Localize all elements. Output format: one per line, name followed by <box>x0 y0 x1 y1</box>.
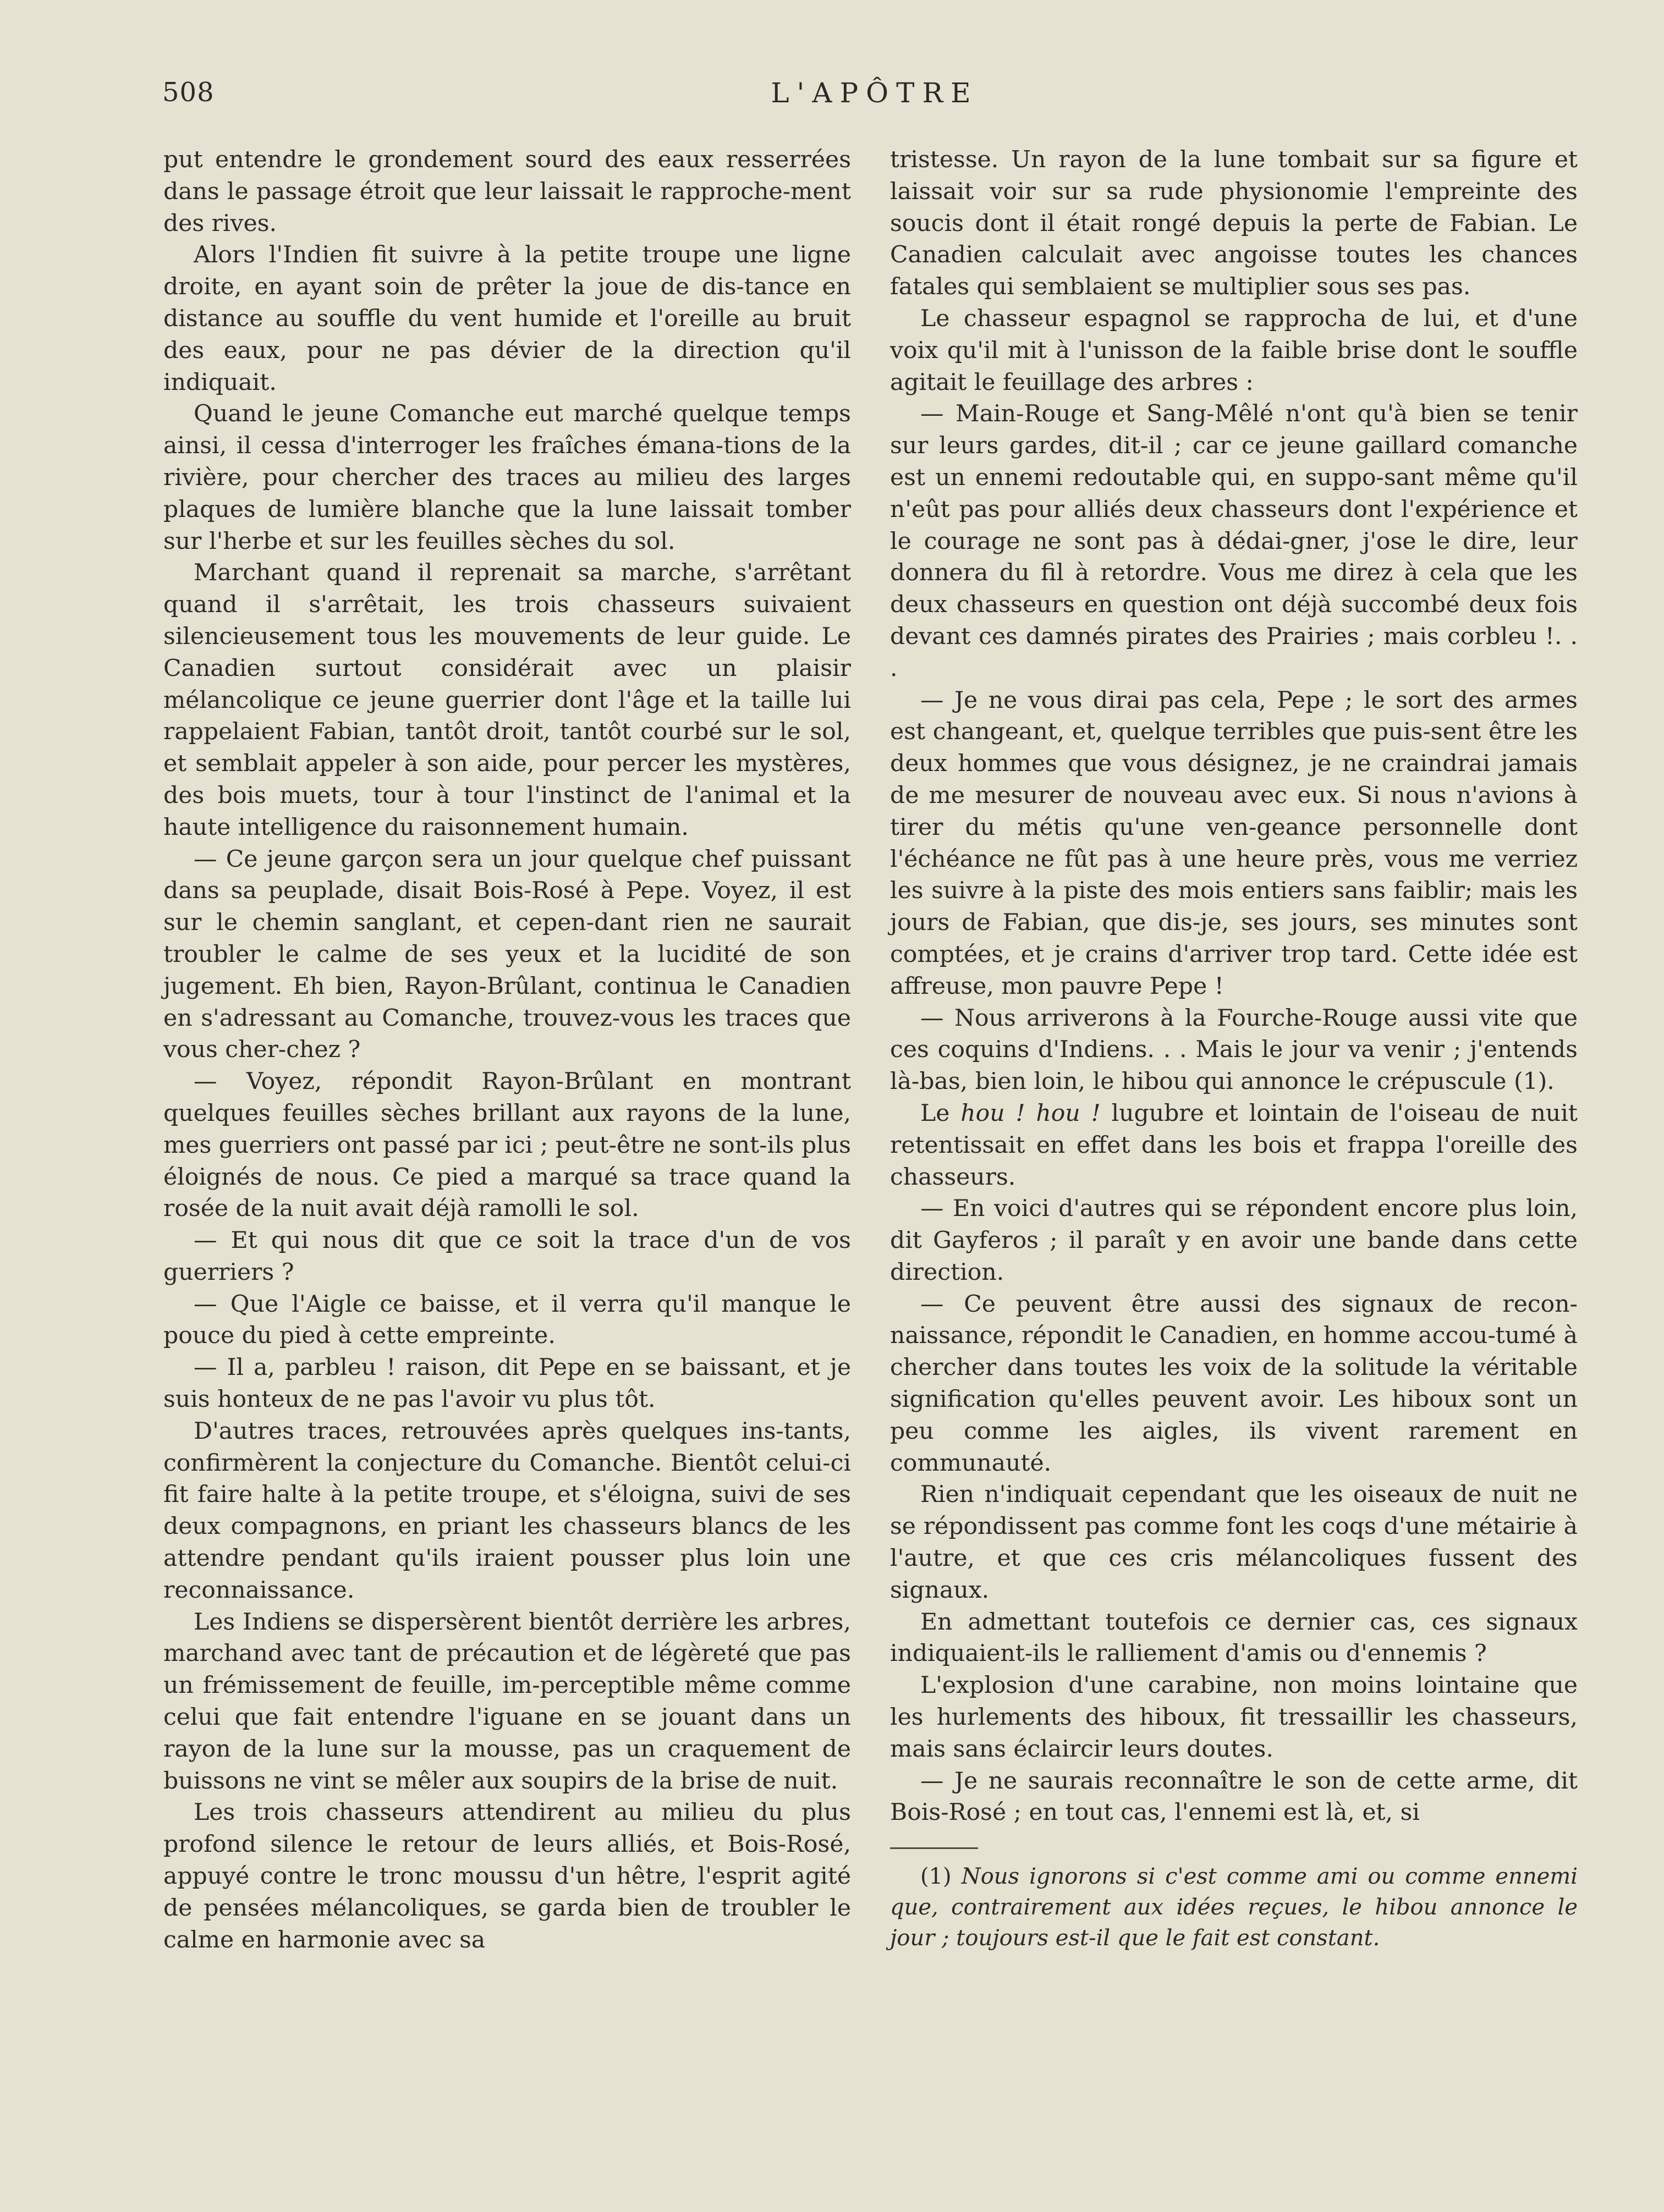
right-column <box>890 144 1578 1954</box>
paragraph: Les Indiens se dispersèrent bientôt derrière les arbres, marchand avec tant de précaution et de légèreté que pas un frémissement de feuille, im-perceptible même comme celui que fait entendre l'iguane en se jouant dans un rayon de la lune sur la mousse, pas un craquement de buissons ne vint se mêler aux soupirs de la brise de nuit. <box>163 1608 851 1795</box>
text-run: lugubre et lointain de l'oiseau de nuit retentissait en effet dans les bois et frappa l'oreille des chasseurs. <box>890 1099 1578 1191</box>
paragraph: — En voici d'autres qui se répondent encore plus loin, dit Gayferos ; il paraît y en avoir une bande dans cette direction. <box>890 1195 1578 1286</box>
italic-text: hou ! hou ! <box>960 1099 1101 1127</box>
footnote <box>890 1861 1578 1954</box>
paragraph-hou <box>890 1098 1578 1193</box>
paragraph: D'autres traces, retrouvées après quelques ins-tants, confirmèrent la conjecture du Comanche. Bientôt celui-ci fit faire halte à la petite troupe, et s'éloigna, suivi de ses deux compagnons, en priant les chasseurs blancs de les attendre pendant qu'ils iraient pousser plus loin une reconnaissance. <box>163 1417 851 1604</box>
paragraph: — Ce peuvent être aussi des signaux de recon-naissance, répondit le Canadien, en homme accou-tumé à chercher dans toutes les voix de la solitude la véritable signification qu'elles peuvent avoir. Les hiboux sont un peu comme les aigles, ils vivent rarement en communauté. <box>890 1290 1578 1477</box>
paragraph: — Je ne saurais reconnaître le son de cette arme, dit Bois-Rosé ; en tout cas, l'ennemi est là, et, si <box>890 1767 1578 1826</box>
paragraph: Les trois chasseurs attendirent au milieu du plus profond silence le retour de leurs alliés, et Bois-Rosé, appuyé contre le tronc moussu d'un hêtre, l'esprit agité de pensées mélancoliques, se garda bien de troubler le calme en harmonie avec sa <box>163 1799 851 1954</box>
page-header <box>162 77 1587 121</box>
paragraph: Alors l'Indien fit suivre à la petite troupe une ligne droite, en ayant soin de prêter la joue de dis-tance en distance au souffle du vent humide et l'oreille au bruit des eaux, pour ne pas dévier de la direction qu'il indiquait. <box>163 241 851 396</box>
paragraph: — Que l'Aigle ce baisse, et il verra qu'il manque le pouce du pied à cette empreinte. <box>163 1290 851 1350</box>
paragraph: L'explosion d'une carabine, non moins lointaine que les hurlements des hiboux, fit tressaillir les chasseurs, mais sans éclaircir leurs doutes. <box>890 1672 1578 1763</box>
paragraph: — Et qui nous dit que ce soit la trace d'un de vos guerriers ? <box>163 1227 851 1286</box>
paragraph: Le chasseur espagnol se rapprocha de lui, et d'une voix qu'il mit à l'unisson de la faible brise dont le souffle agitait le feuillage des arbres : <box>890 305 1578 396</box>
running-title: L'APÔTRE <box>771 77 979 109</box>
page-number: 508 <box>162 77 215 108</box>
paragraph: — Il a, parbleu ! raison, dit Pepe en se baissant, et je suis honteux de ne pas l'avoir vu plus tôt. <box>163 1354 851 1413</box>
paragraph: — Nous arriverons à la Fourche-Rouge aussi vite que ces coquins d'Indiens. . . Mais le jour va venir ; j'entends là-bas, bien loin, le hibou qui annonce le crépuscule (1). <box>890 1004 1578 1096</box>
paragraph: — Ce jeune garçon sera un jour quelque chef puissant dans sa peuplade, disait Bois-Rosé à Pepe. Voyez, il est sur le chemin sanglant, et cepen-dant rien ne saurait troubler le calme de ses yeux et la lucidité de son jugement. Eh bien, Rayon-Brûlant, continua le Canadien en s'adressant au Comanche, trouvez-vous les traces que vous cher-chez ? <box>163 845 851 1064</box>
paragraph: tristesse. Un rayon de la lune tombait sur sa figure et laissait voir sur sa rude physionomie l'empreinte des soucis dont il était rongé depuis la perte de Fabian. Le Canadien calculait avec angoisse toutes les chances fatales qui semblaient se multiplier sous ses pas. <box>890 146 1578 301</box>
paragraph: Quand le jeune Comanche eut marché quelque temps ainsi, il cessa d'interroger les fraîches émana-tions de la rivière, pour chercher des traces au milieu des larges plaques de lumière blanche que la lune laissait tomber sur l'herbe et sur les feuilles sèches du sol. <box>163 400 851 555</box>
footnote-divider <box>890 1847 978 1849</box>
paragraph: Marchant quand il reprenait sa marche, s'arrêtant quand il s'arrêtait, les trois chasseurs suivaient silencieusement tous les mouvements de leur guide. Le Canadien surtout considérait avec un plaisir mélancolique ce jeune guerrier dont l'âge et la taille lui rappelaient Fabian, tantôt droit, tantôt courbé sur le sol, et semblait appeler à son aide, pour percer les mystères, des bois muets, tour à tour l'instinct de l'animal et la haute intelligence du raisonnement humain. <box>163 559 851 841</box>
paragraph: — Voyez, répondit Rayon-Brûlant en montrant quelques feuilles sèches brillant aux rayons de la lune, mes guerriers ont passé par ici ; peut-être ne sont-ils plus éloignés de nous. Ce pied a marqué sa trace quand la rosée de la nuit avait déjà ramolli le sol. <box>163 1068 851 1223</box>
paragraph: put entendre le grondement sourd des eaux resserrées dans le passage étroit que leur laissait le rapproche-ment des rives. <box>163 146 851 237</box>
paragraph: — Je ne vous dirai pas cela, Pepe ; le sort des armes est changeant, et, quelque terribles que puis-sent être les deux hommes que vous désignez, je ne craindrai jamais de me mesurer de nouveau avec eux. Si nous n'avions à tirer du métis qu'une ven-geance personnelle dont l'échéance ne fût pas à une heure près, vous me verriez les suivre à la piste des mois entiers sans faiblir; mais les jours de Fabian, que dis-je, ses jours, ses minutes sont comptées, et je crains d'arriver trop tard. Cette idée est affreuse, mon pauvre Pepe ! <box>890 686 1578 1000</box>
footnote-marker: (1) <box>920 1864 952 1890</box>
text-run: Le <box>920 1099 950 1127</box>
left-column <box>163 144 851 1956</box>
paragraph: En admettant toutefois ce dernier cas, ces signaux indiquaient-ils le ralliement d'amis ou d'ennemis ? <box>890 1608 1578 1668</box>
footnote-text: Nous ignorons si c'est comme ami ou comme ennemi que, contrairement aux idées reçues, le hibou annonce le jour ; toujours est-il que le fait est constant. <box>890 1864 1578 1951</box>
paragraph: — Main-Rouge et Sang-Mêlé n'ont qu'à bien se tenir sur leurs gardes, dit-il ; car ce jeune gaillard comanche est un ennemi redoutable qui, en suppo-sant même qu'il n'eût pas pour alliés deux chasseurs dont l'expérience et le courage ne sont pas à dédai-gner, j'ose le dire, leur donnera du fil à retordre. Vous me direz à cela que les deux chasseurs en question ont déjà succombé deux fois devant ces damnés pirates des Prairies ; mais corbleu !. . . <box>890 400 1578 682</box>
paragraph: Rien n'indiquait cependant que les oiseaux de nuit ne se répondissent pas comme font les coqs d'une métairie à l'autre, et que ces cris mélancoliques fussent des signaux. <box>890 1481 1578 1604</box>
